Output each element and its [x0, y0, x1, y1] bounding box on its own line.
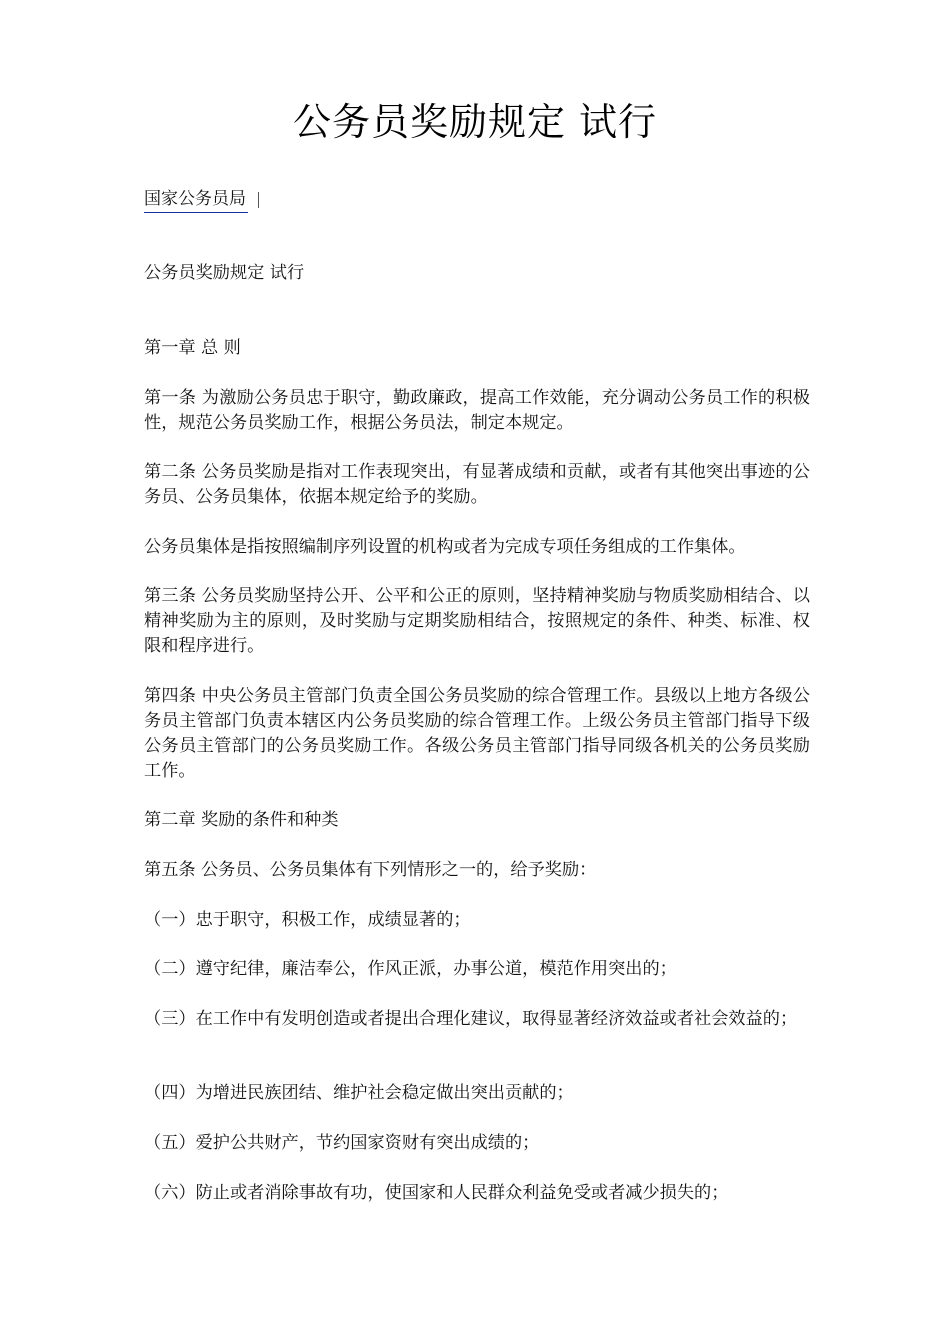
article-2: 第二条 公务员奖励是指对工作表现突出，有显著成绩和贡献，或者有其他突出事迹的公务员、公务员集体，依据本规定给予的奖励。 — [144, 462, 810, 507]
author-link[interactable]: 国家公务员局 — [144, 186, 248, 213]
list-item-5: （五）爱护公共财产，节约国家资财有突出成绩的； — [144, 1133, 540, 1153]
list-item-3: （三）在工作中有发明创造或者提出合理化建议，取得显著经济效益或者社会效益的； — [144, 1009, 798, 1029]
document-subtitle: 公务员奖励规定 试行 — [144, 263, 305, 283]
article-1: 第一条 为激励公务员忠于职守，勤政廉政，提高工作效能，充分调动公务员工作的积极性，规范公务员奖励工作，根据公务员法，制定本规定。 — [144, 388, 810, 433]
chapter-heading-1: 第一章 总 则 — [144, 338, 241, 358]
document-title: 公务员奖励规定 试行 — [292, 100, 658, 144]
article-3: 第三条 公务员奖励坚持公开、公平和公正的原则，坚持精神奖励与物质奖励相结合、以精神奖励为主的原则，及时奖励与定期奖励相结合，按照规定的条件、种类、标准、权限和程序进行。 — [144, 586, 810, 656]
text-cursor — [258, 192, 259, 208]
list-item-4: （四）为增进民族团结、维护社会稳定做出突出贡献的； — [144, 1083, 574, 1103]
list-item-2: （二）遵守纪律，廉洁奉公，作风正派，办事公道，模范作用突出的； — [144, 959, 677, 979]
list-item-1: （一）忠于职守，积极工作，成绩显著的； — [144, 910, 471, 930]
article-5: 第五条 公务员、公务员集体有下列情形之一的，给予奖励： — [144, 860, 597, 880]
article-2-paragraph-2: 公务员集体是指按照编制序列设置的机构或者为完成专项任务组成的工作集体。 — [144, 537, 746, 557]
chapter-heading-2: 第二章 奖励的条件和种类 — [144, 810, 339, 830]
article-4: 第四条 中央公务员主管部门负责全国公务员奖励的综合管理工作。县级以上地方各级公务员主管部门负责本辖区内公务员奖励的综合管理工作。上级公务员主管部门指导下级公务员主管部门的公务员奖励工作。各级公务员主管部门指导同级各机关的公务员奖励工作。 — [144, 686, 810, 781]
list-item-6: （六）防止或者消除事故有功，使国家和人民群众利益免受或者减少损失的； — [144, 1183, 729, 1203]
